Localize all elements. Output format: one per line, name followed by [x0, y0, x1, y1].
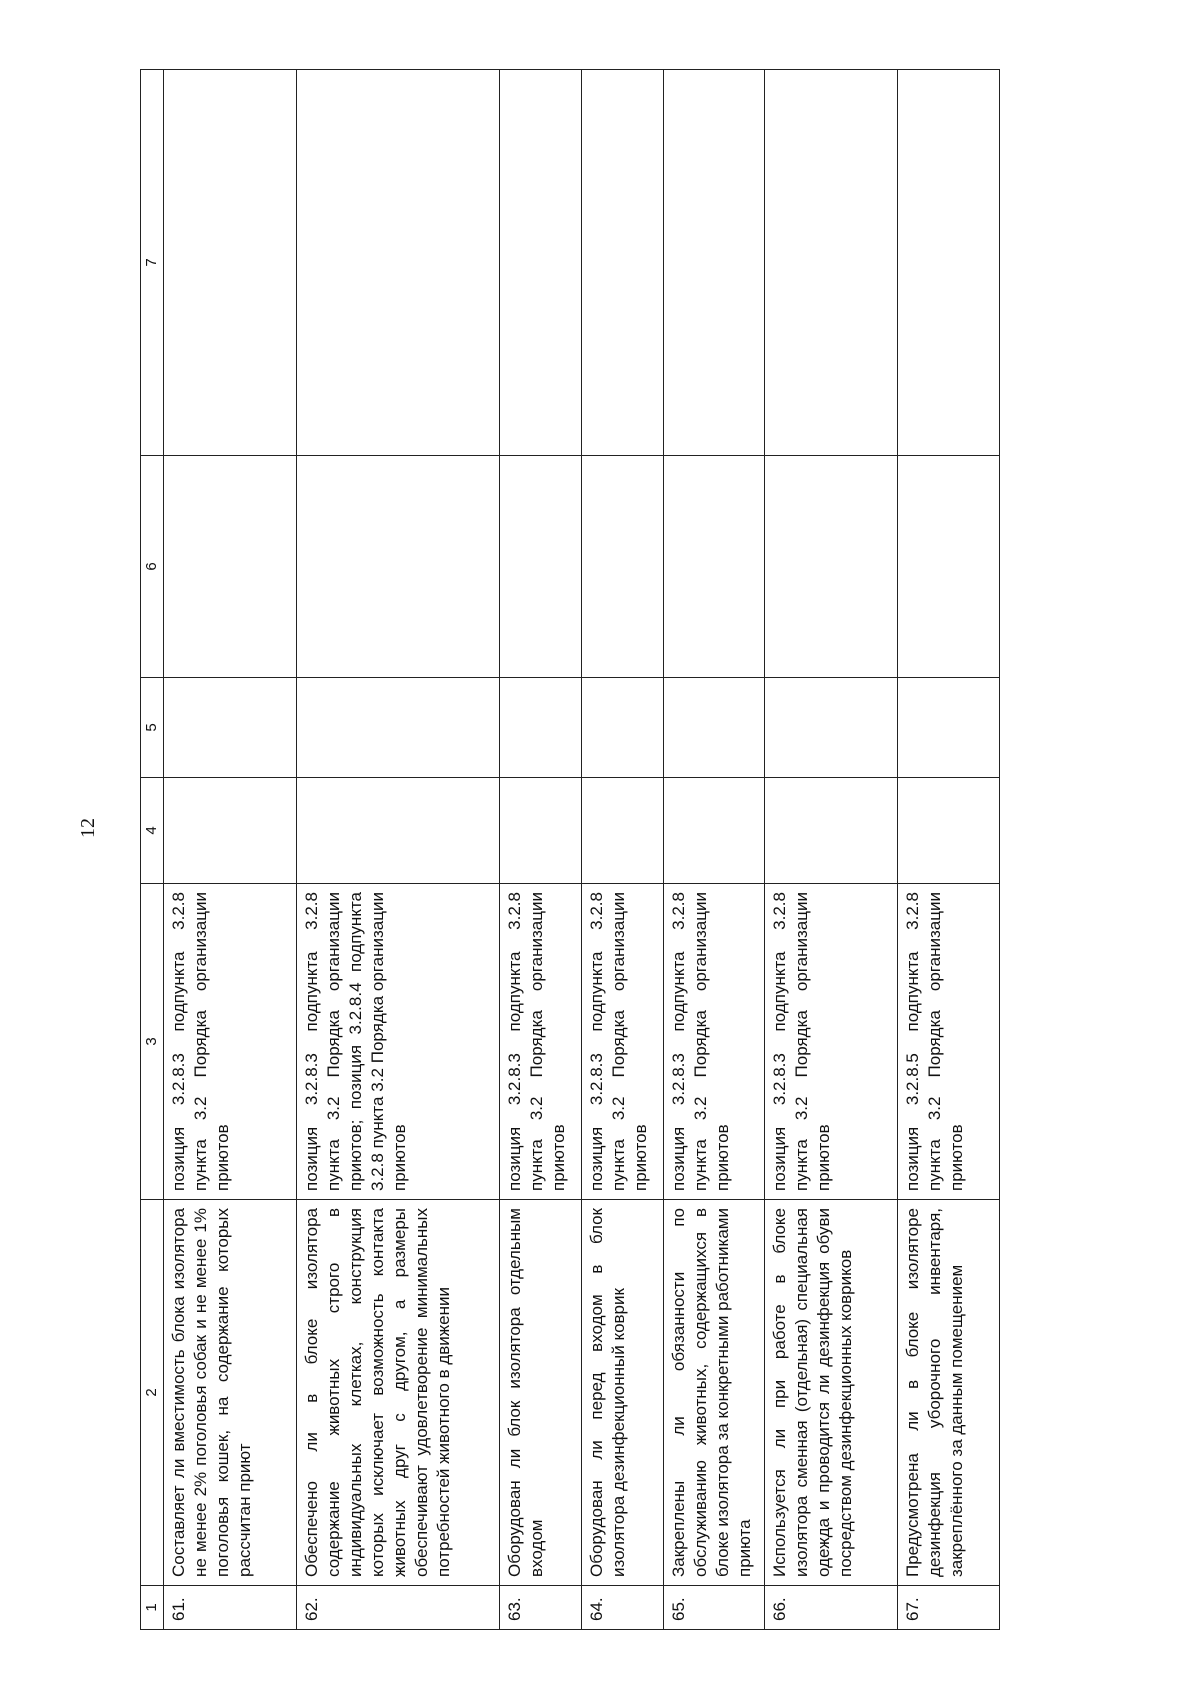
legal-reference: позиция 3.2.8.3 подпункта 3.2.8 пункта 3.2 Порядка организации приютов: [500, 884, 582, 1200]
answer-cell-5: [765, 678, 898, 778]
legal-reference: позиция 3.2.8.3 подпункта 3.2.8 пункта 3.2 Порядка организации приютов: [164, 884, 297, 1200]
rotated-table-container: [140, 70, 1000, 1630]
answer-cell-4: [897, 778, 999, 884]
answer-cell-7: [765, 70, 898, 456]
legal-reference: позиция 3.2.8.3 подпункта 3.2.8 пункта 3.2 Порядка организации приютов: [765, 884, 898, 1200]
requirement-question: Оборудован ли перед входом в блок изолятора дезинфекционный коврик: [581, 1200, 663, 1586]
requirement-question: Составляет ли вместимость блока изолятора не менее 2% поголовья собак и не менее 1% поголовья кошек, на содержание которых рассчитан приют: [164, 1200, 297, 1586]
answer-cell-4: [164, 778, 297, 884]
row-number: 64.: [581, 1586, 663, 1630]
header-row: [141, 70, 164, 1630]
answer-cell-5: [897, 678, 999, 778]
column-header-3: 3: [141, 884, 164, 1200]
answer-cell-7: [500, 70, 582, 456]
answer-cell-6: [296, 456, 500, 678]
page-number: 12: [77, 818, 99, 838]
answer-cell-6: [663, 456, 765, 678]
column-header-6: 6: [141, 456, 164, 678]
requirement-question: Закреплены ли обязанности по обслуживанию животных, содержащихся в блоке изолятора за конкретными работниками приюта: [663, 1200, 765, 1586]
legal-reference: позиция 3.2.8.3 подпункта 3.2.8 пункта 3.2 Порядка организации приютов: [663, 884, 765, 1200]
answer-cell-7: [296, 70, 500, 456]
requirement-question: Используется ли при работе в блоке изолятора сменная (отдельная) специальная одежда и проводится ли дезинфекция обуви посредством дезинфекционных ковриков: [765, 1200, 898, 1586]
row-number: 62.: [296, 1586, 500, 1630]
answer-cell-5: [164, 678, 297, 778]
column-header-4: 4: [141, 778, 164, 884]
legal-reference: позиция 3.2.8.3 подпункта 3.2.8 пункта 3.2 Порядка организации приютов: [581, 884, 663, 1200]
table-row: [663, 70, 765, 1630]
answer-cell-4: [296, 778, 500, 884]
table-row: [500, 70, 582, 1630]
answer-cell-6: [897, 456, 999, 678]
row-number: 67.: [897, 1586, 999, 1630]
column-header-7: 7: [141, 70, 164, 456]
table-row: [897, 70, 999, 1630]
answer-cell-5: [581, 678, 663, 778]
row-number: 66.: [765, 1586, 898, 1630]
table-row: [765, 70, 898, 1630]
answer-cell-4: [663, 778, 765, 884]
requirement-question: Предусмотрена ли в блоке изоляторе дезинфекция уборочного инвентаря, закреплённого за данным помещением: [897, 1200, 999, 1586]
table-row: [296, 70, 500, 1630]
answer-cell-5: [663, 678, 765, 778]
answer-cell-4: [500, 778, 582, 884]
requirement-question: Обеспечено ли в блоке изолятора содержание животных строго в индивидуальных клетках, конструкция которых исключает возможность контакта животных друг с другом, а размеры обеспечивают удовлетворение минимальных потребностей животного в движении: [296, 1200, 500, 1586]
answer-cell-6: [581, 456, 663, 678]
column-header-5: 5: [141, 678, 164, 778]
table-row: [164, 70, 297, 1630]
table-row: [581, 70, 663, 1630]
answer-cell-4: [581, 778, 663, 884]
legal-reference: позиция 3.2.8.3 подпункта 3.2.8 пункта 3.2 Порядка организации приютов; позиция 3.2.8.4 подпункта 3.2.8 пункта 3.2 Порядка организации приютов: [296, 884, 500, 1200]
answer-cell-7: [164, 70, 297, 456]
answer-cell-4: [765, 778, 898, 884]
answer-cell-5: [500, 678, 582, 778]
answer-cell-6: [500, 456, 582, 678]
answer-cell-7: [581, 70, 663, 456]
answer-cell-6: [765, 456, 898, 678]
checklist-table: [140, 69, 1000, 1630]
answer-cell-7: [663, 70, 765, 456]
answer-cell-6: [164, 456, 297, 678]
column-header-2: 2: [141, 1200, 164, 1586]
row-number: 65.: [663, 1586, 765, 1630]
row-number: 63.: [500, 1586, 582, 1630]
answer-cell-5: [296, 678, 500, 778]
requirement-question: Оборудован ли блок изолятора отдельным входом: [500, 1200, 582, 1586]
row-number: 61.: [164, 1586, 297, 1630]
legal-reference: позиция 3.2.8.5 подпункта 3.2.8 пункта 3.2 Порядка организации приютов: [897, 884, 999, 1200]
answer-cell-7: [897, 70, 999, 456]
column-header-1: 1: [141, 1586, 164, 1630]
